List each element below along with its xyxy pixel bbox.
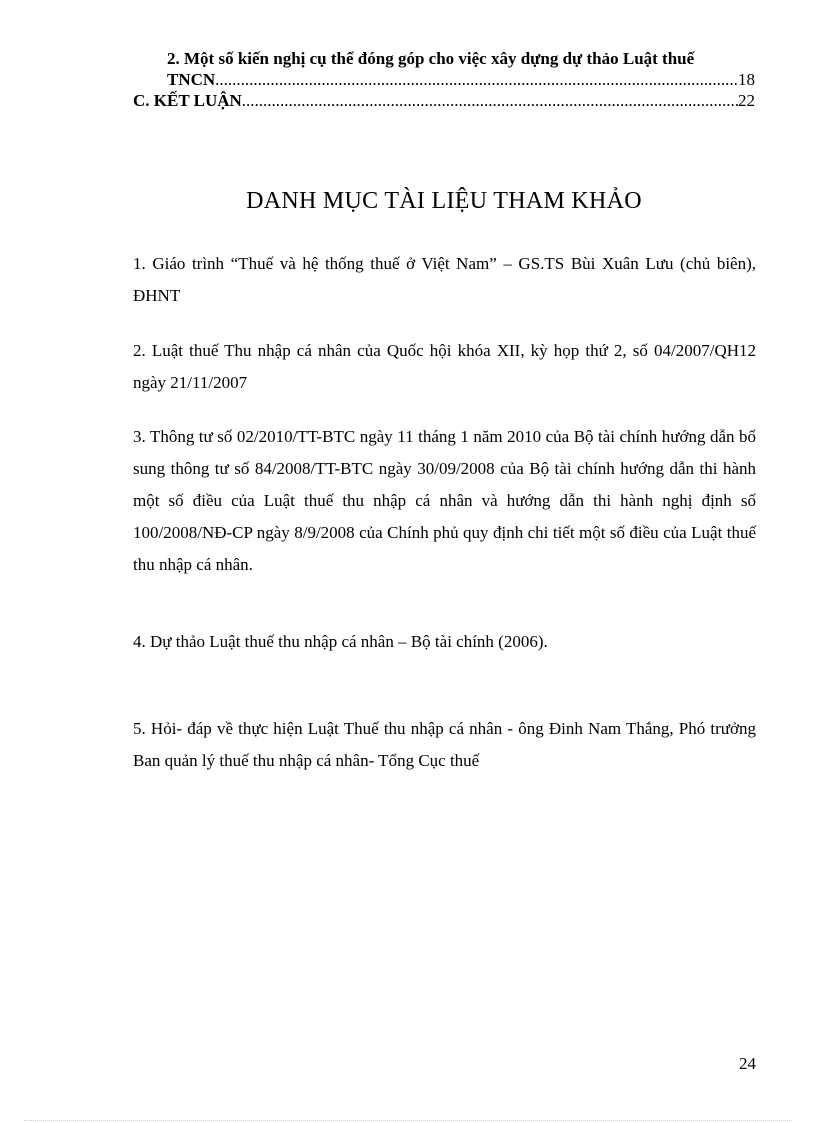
reference-item: 1. Giáo trình “Thuế và hệ thống thuế ở Việt Nam” – GS.TS Bùi Xuân Lưu (chủ biên), ĐHNT	[133, 254, 756, 305]
references-heading: DANH MỤC TÀI LIỆU THAM KHẢO	[246, 188, 642, 214]
toc-item-2-label-cont: TNCN	[167, 70, 216, 89]
toc-item-2-page: 18	[738, 70, 755, 89]
toc-item-2-continuation	[133, 69, 755, 90]
toc-dot-leader	[242, 90, 738, 111]
reference-item: 5. Hỏi- đáp về thực hiện Luật Thuế thu nhập cá nhân - ông Đinh Nam Thắng, Phó trưởng Ban quản lý thuế thu nhập cá nhân- Tổng Cục thuế	[133, 719, 756, 770]
toc-item-2-title: 2. Một số kiến nghị cụ thể đóng góp cho việc xây dựng dự thảo Luật thuế	[167, 49, 695, 68]
reference-item: 2. Luật thuế Thu nhập cá nhân của Quốc hội khóa XII, kỳ họp thứ 2, số 04/2007/QH12 ngày 21/11/2007	[133, 341, 756, 392]
table-of-contents	[133, 48, 755, 111]
reference-item: 4. Dự thảo Luật thuế thu nhập cá nhân – Bộ tài chính (2006).	[133, 632, 548, 651]
toc-item-c-page: 22	[738, 91, 755, 110]
page-bottom-divider	[24, 1120, 792, 1121]
toc-item-c-label: C. KẾT LUẬN	[133, 91, 242, 110]
toc-dot-leader	[215, 69, 738, 90]
toc-item-c	[133, 90, 755, 111]
page-number: 24	[739, 1054, 756, 1073]
reference-item: 3. Thông tư số 02/2010/TT-BTC ngày 11 tháng 1 năm 2010 của Bộ tài chính hướng dẫn bổ sung thông tư số 84/2008/TT-BTC ngày 30/09/2008 của Bộ tài chính hướng dẫn thi hành một số điều của Luật thuế thu nhập cá nhân và hướng dẫn thi hành nghị định số 100/2008/NĐ-CP ngày 8/9/2008 của Chính phủ quy định chi tiết một số điều của Luật thuế thu nhập cá nhân.	[133, 427, 756, 574]
